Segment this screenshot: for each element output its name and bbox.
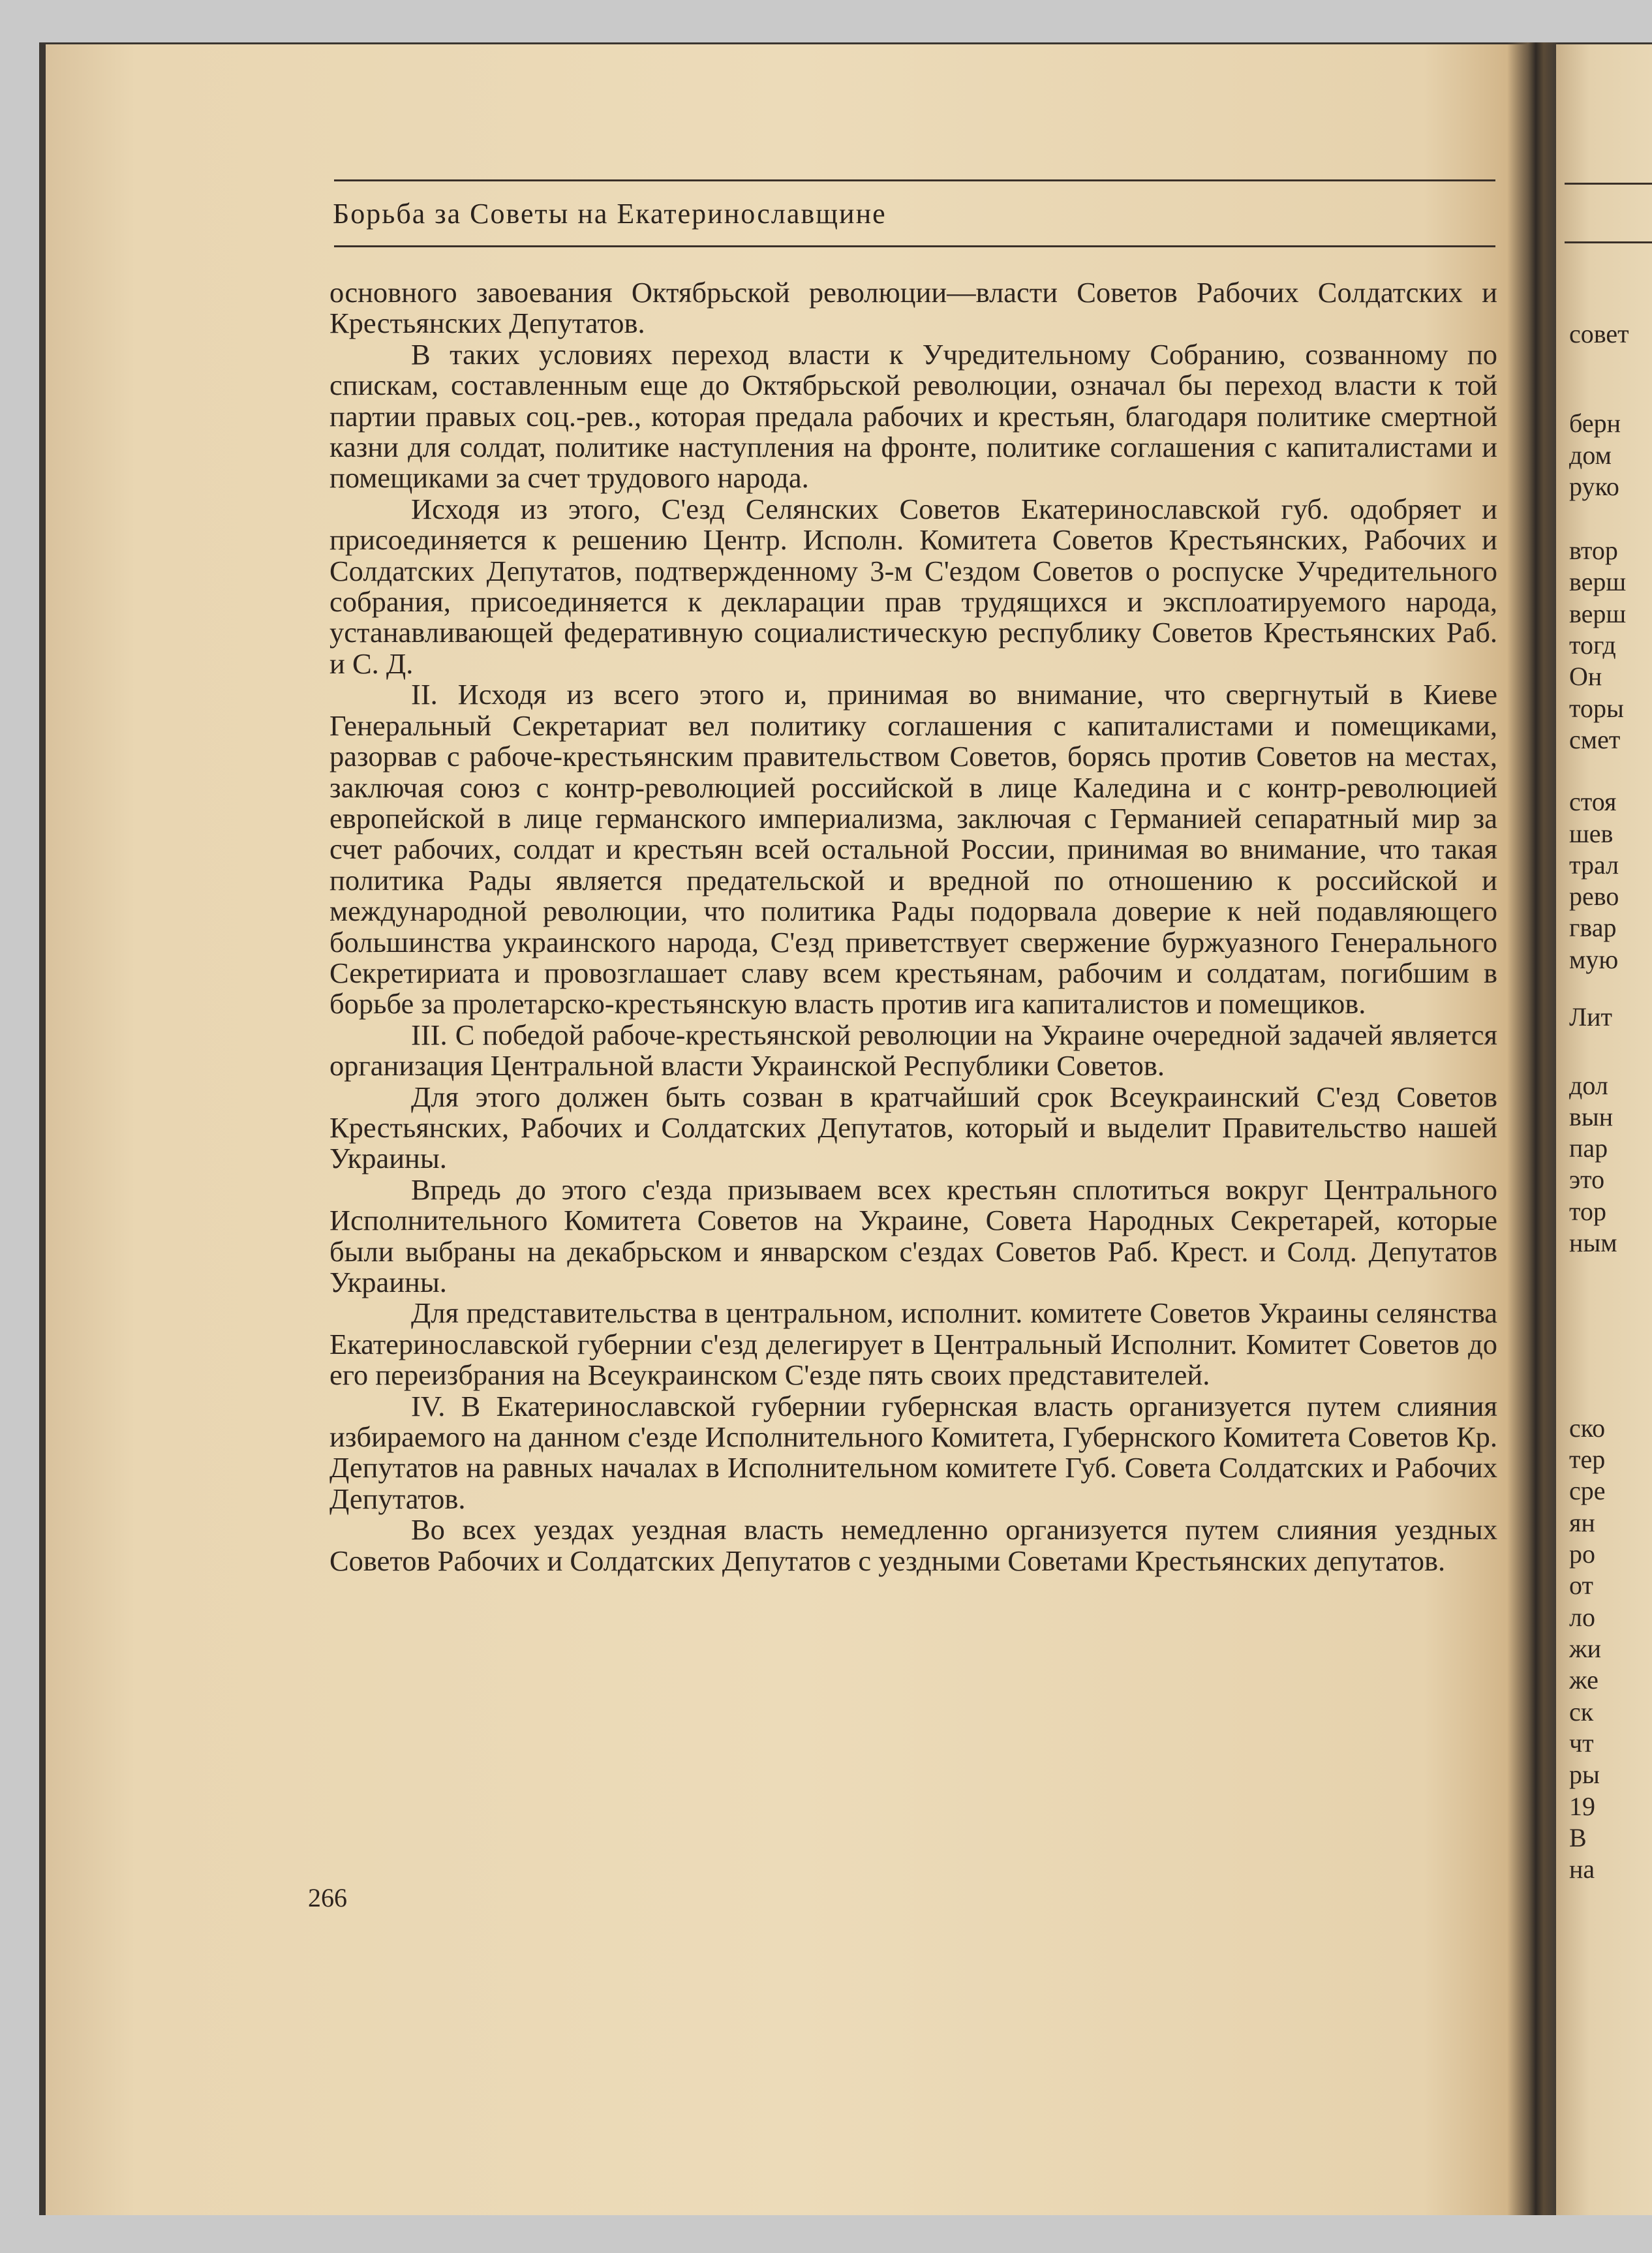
right-fragment: мую (1569, 945, 1619, 974)
right-fragment: стоя (1569, 787, 1617, 816)
right-fragment: от (1569, 1571, 1593, 1600)
right-fragment: смет (1569, 725, 1621, 754)
right-fragment: верш (1569, 567, 1627, 596)
right-fragment: сре (1569, 1476, 1606, 1505)
paragraph-1: основного завоевания Октябрьской революции—власти Советов Рабочих Солдатских и Крестьянских Депутатов. (329, 276, 1497, 340)
paragraph-3: Исходя из этого, С'езд Селянских Советов Екатеринославской губ. одобряет и присоединяется к решению Центр. Исполн. Комитета Советов Крестьянских, Рабочих и Солдатских Депутатов, подтвержденному 3-м С'ездом Советов о роспуске Учредительного собрания, присоединяется к декларации прав трудящихся и эксплоатируемого народа, устанавливающей федеративную социалистическую республику Советов Крестьянских Раб. и С. Д. (329, 492, 1497, 680)
right-fragment: же (1569, 1665, 1598, 1694)
paragraph-2: В таких условиях переход власти к Учредительному Собранию, созванному по спискам, составленным еще до Октябрьской революции, означал бы переход власти к той партии правых соц.-рев., которая предала рабочих и крестьян, благодаря политике смертной казни для солдат, политике наступления на фронте, политике соглашения с капиталистами и помещиками за счет трудового народа. (329, 337, 1497, 495)
book-binding (1507, 42, 1559, 2215)
right-fragment: 19 (1569, 1792, 1595, 1821)
right-fragment: ным (1569, 1228, 1617, 1257)
right-fragment: верш (1569, 599, 1627, 628)
right-fragment: ян (1569, 1508, 1595, 1537)
right-page-text (1569, 0, 1652, 2253)
page-number: 266 (308, 1883, 347, 1912)
right-fragment: руко (1569, 472, 1619, 501)
right-fragment: тер (1569, 1445, 1606, 1474)
right-fragment: это (1569, 1165, 1605, 1194)
header-rule-top (334, 179, 1495, 181)
right-fragment: тогд (1569, 630, 1616, 660)
right-fragment: чт (1569, 1728, 1594, 1758)
right-fragment: трал (1569, 850, 1619, 880)
right-fragment: берн (1569, 408, 1621, 438)
right-fragment: тор (1569, 1197, 1606, 1226)
right-fragment: гвар (1569, 913, 1617, 942)
header-rule-bottom (334, 245, 1495, 247)
right-fragment: совет (1569, 319, 1629, 348)
paragraph-4: II. Исходя из всего этого и, принимая во внимание, что свергнутый в Киеве Генеральный Секретариат вел политику соглашения с капиталистами и помещиками, разорвав с рабоче-крестьянским правительством Советов, борясь против Советов на местах, заключая союз с контр-революцией российской в лице Каледина и с контр-революцией европейской в лице германского империализма, заключая с Германией сепаратный мир за счет рабочих, солдат и крестьян всей остальной России, принимая во внимание, что такая политика Рады является предательской и вредной по отношению к российской и международной революции, что политика Рады подорвала доверие к ней подавляющего большинства украинского народа, С'езд приветствует свержение буржуазного Генерального Секретириата и провозглашает славу всем крестьянам, рабочим и солдатам, погибшим в борьбе за пролетарско-крестьянскую власть против ига капиталистов и помещиков. (329, 678, 1497, 1020)
right-fragment: жи (1569, 1634, 1602, 1663)
running-head: Борьба за Советы на Екатеринославщине (333, 198, 887, 230)
right-fragment: пар (1569, 1133, 1608, 1163)
right-fragment: торы (1569, 694, 1624, 723)
right-fragment: ло (1569, 1602, 1595, 1632)
paragraph-5: III. С победой рабоче-крестьянской революции на Украине очередной задачей является организация Центральной власти Украинской Республики Советов. (329, 1018, 1497, 1082)
right-fragment: дом (1569, 440, 1612, 470)
right-fragment: В (1569, 1823, 1587, 1852)
right-fragment: вын (1569, 1102, 1614, 1131)
body-text (329, 277, 1497, 1576)
right-fragment: ско (1569, 1413, 1606, 1443)
right-fragment: ск (1569, 1697, 1594, 1726)
paragraph-8: Для представительства в центральном, исполнит. комитете Советов Украины селянства Екатеринославской губернии с'езд делегирует в Центральный Исполнит. Комитет Советов до его переизбрания на Всеукраинском С'езде пять своих представителей. (329, 1296, 1497, 1392)
right-fragment: шев (1569, 819, 1614, 848)
right-fragment: Лит (1569, 1002, 1613, 1032)
right-fragment: Он (1569, 662, 1602, 691)
paragraph-7: Впредь до этого с'езда призываем всех крестьян сплотиться вокруг Центрального Исполнительного Комитета Советов на Украине, Совета Народных Секретарей, которые были выбраны на декабрьском и январском с'ездах Советов Раб. Крест. и Солд. Депутатов Украины. (329, 1172, 1497, 1298)
right-fragment: ры (1569, 1760, 1600, 1789)
right-fragment: рево (1569, 881, 1619, 911)
right-fragment: на (1569, 1854, 1595, 1884)
right-fragment: втор (1569, 536, 1618, 565)
right-fragment: дол (1569, 1071, 1608, 1100)
paragraph-6: Для этого должен быть созван в кратчайший срок Всеукраинский С'езд Советов Крестьянских, Рабочих и Солдатских Депутатов, который и выделит Правительство нашей Украины. (329, 1080, 1497, 1175)
paragraph-9: IV. В Екатеринославской губернии губернская власть организуется путем слияния избираемого на данном с'езде Исполнительного Комитета, Губернского Комитета Советов Кр. Депутатов на равных началах в Исполнительном комитете Губ. Совета Солдатских и Рабочих Депутатов. (329, 1389, 1497, 1515)
paragraph-10: Во всех уездах уездная власть немедленно организуется путем слияния уездных Советов Рабочих и Солдатских Депутатов с уездными Советами Крестьянских депутатов. (329, 1513, 1497, 1577)
right-fragment: ро (1569, 1539, 1595, 1569)
